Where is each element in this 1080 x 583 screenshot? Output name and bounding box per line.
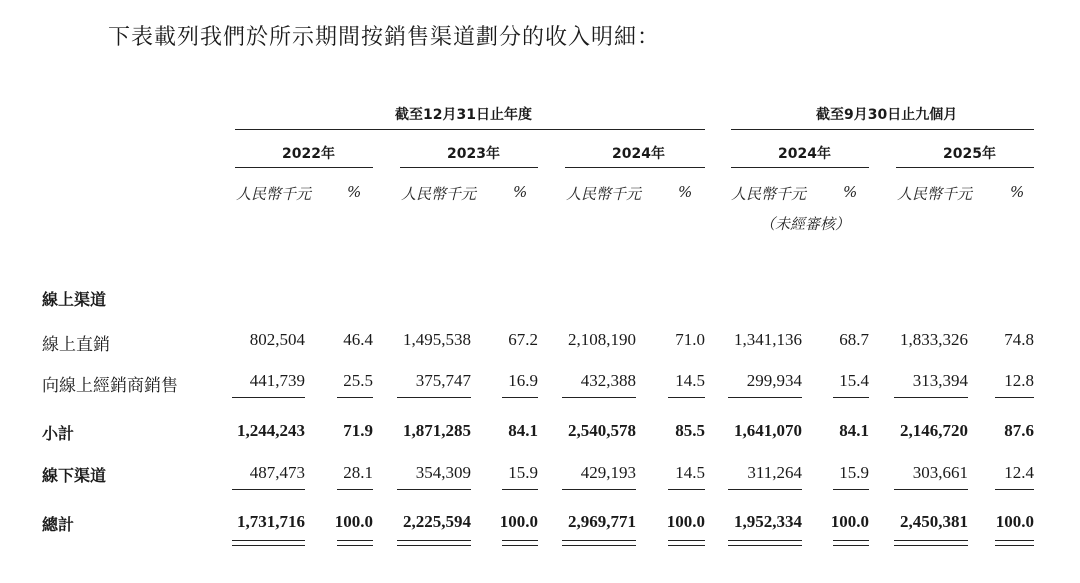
table-cell: 311,264 — [747, 463, 802, 482]
unit-label: 人民幣千元 — [731, 185, 807, 203]
total-double-rule-bottom — [728, 545, 802, 546]
row-label-offline-channel: 線下渠道 — [42, 466, 107, 485]
total-double-rule-bottom — [995, 545, 1034, 546]
table-cell: 100.0 — [830, 512, 869, 531]
table-cell: 14.5 — [675, 463, 705, 482]
table-cell: 2,450,381 — [900, 512, 968, 531]
table-cell: 429,193 — [580, 463, 636, 482]
table-cell: 14.5 — [675, 371, 705, 390]
group-header-nine-months: 截至9月30日止九個月 — [816, 107, 958, 123]
intro-text: 下表載列我們於所示期間按銷售渠道劃分的收入明細： — [108, 25, 661, 50]
table-cell: 84.1 — [839, 421, 869, 440]
offline-rule — [562, 489, 636, 490]
table-cell: 354,309 — [415, 463, 471, 482]
table-cell: 1,641,070 — [734, 421, 802, 440]
period-rule — [565, 167, 705, 168]
subtotal-rule — [232, 397, 305, 398]
period-rule — [896, 167, 1034, 168]
total-double-rule-bottom — [668, 545, 705, 546]
row-label-subtotal: 小計 — [42, 424, 75, 443]
total-double-rule-bottom — [562, 545, 636, 546]
total-double-rule-top — [833, 540, 869, 541]
subtotal-rule — [502, 397, 538, 398]
total-double-rule-top — [337, 540, 373, 541]
table-cell: 15.9 — [839, 463, 869, 482]
table-cell: 432,388 — [580, 371, 636, 390]
pct-label: % — [347, 183, 362, 201]
table-cell: 487,473 — [249, 463, 305, 482]
table-cell: 1,731,716 — [237, 512, 305, 531]
unit-label: 人民幣千元 — [566, 185, 642, 203]
row-label-online-distributors: 向線上經銷商銷售 — [42, 376, 178, 396]
table-cell: 2,969,771 — [568, 512, 636, 531]
offline-rule — [337, 489, 373, 490]
offline-rule — [833, 489, 869, 490]
period-2025-9m: 2025年 — [943, 146, 996, 162]
table-cell: 2,225,594 — [403, 512, 471, 531]
offline-rule — [502, 489, 538, 490]
total-double-rule-bottom — [833, 545, 869, 546]
period-rule — [731, 167, 869, 168]
pct-label: % — [843, 183, 858, 201]
table-cell: 12.4 — [1004, 463, 1034, 482]
total-double-rule-top — [894, 540, 968, 541]
table-cell: 100.0 — [666, 512, 705, 531]
table-cell: 15.4 — [839, 371, 869, 390]
total-double-rule-bottom — [894, 545, 968, 546]
table-cell: 28.1 — [343, 463, 373, 482]
table-cell: 100.0 — [995, 512, 1034, 531]
period-2023: 2023年 — [447, 146, 500, 162]
table-cell: 71.0 — [675, 330, 705, 349]
subtotal-rule — [995, 397, 1034, 398]
period-2024-9m: 2024年 — [778, 146, 831, 162]
table-cell: 74.8 — [1004, 330, 1034, 349]
total-double-rule-top — [728, 540, 802, 541]
row-label-online-channel: 線上渠道 — [42, 290, 107, 309]
table-cell: 87.6 — [1004, 421, 1034, 440]
pct-label: % — [678, 183, 693, 201]
offline-rule — [894, 489, 968, 490]
total-double-rule-bottom — [232, 545, 305, 546]
offline-rule — [397, 489, 471, 490]
table-cell: 2,108,190 — [568, 330, 636, 349]
subtotal-rule — [833, 397, 869, 398]
table-cell: 2,146,720 — [900, 421, 968, 440]
period-2024-fy: 2024年 — [612, 146, 665, 162]
table-cell: 25.5 — [343, 371, 373, 390]
total-double-rule-bottom — [502, 545, 538, 546]
row-label-online-direct: 線上直銷 — [42, 335, 110, 355]
table-cell: 375,747 — [415, 371, 471, 390]
table-cell: 85.5 — [675, 421, 705, 440]
table-cell: 16.9 — [508, 371, 538, 390]
group-rule-fiscal-year — [235, 129, 705, 130]
table-cell: 1,952,334 — [734, 512, 802, 531]
total-double-rule-bottom — [337, 545, 373, 546]
table-cell: 1,833,326 — [900, 330, 968, 349]
group-rule-nine-months — [731, 129, 1034, 130]
pct-label: % — [1010, 183, 1025, 201]
table-cell: 303,661 — [912, 463, 968, 482]
table-cell: 1,244,243 — [237, 421, 305, 440]
subtotal-rule — [562, 397, 636, 398]
table-cell: 1,871,285 — [403, 421, 471, 440]
offline-rule — [728, 489, 802, 490]
subtotal-rule — [728, 397, 802, 398]
table-cell: 313,394 — [912, 371, 968, 390]
total-double-rule-top — [562, 540, 636, 541]
table-cell: 100.0 — [499, 512, 538, 531]
offline-rule — [995, 489, 1034, 490]
period-2022: 2022年 — [282, 146, 335, 162]
table-cell: 100.0 — [334, 512, 373, 531]
table-cell: 1,495,538 — [403, 330, 471, 349]
table-cell: 46.4 — [343, 330, 373, 349]
total-double-rule-top — [397, 540, 471, 541]
total-double-rule-top — [668, 540, 705, 541]
group-header-fiscal-year: 截至12月31日止年度 — [395, 107, 532, 123]
period-rule — [400, 167, 538, 168]
table-cell: 441,739 — [249, 371, 305, 390]
table-cell: 84.1 — [508, 421, 538, 440]
table-cell: 299,934 — [746, 371, 802, 390]
total-double-rule-top — [502, 540, 538, 541]
unit-label: 人民幣千元 — [236, 185, 312, 203]
row-label-total: 總計 — [42, 515, 75, 534]
table-cell: 71.9 — [343, 421, 373, 440]
subtotal-rule — [397, 397, 471, 398]
total-double-rule-top — [995, 540, 1034, 541]
pct-label: % — [513, 183, 528, 201]
unit-label: 人民幣千元 — [401, 185, 477, 203]
table-cell: 802,504 — [249, 330, 305, 349]
subtotal-rule — [337, 397, 373, 398]
unit-label: 人民幣千元 — [897, 185, 973, 203]
table-cell: 15.9 — [508, 463, 538, 482]
unaudited-note: （未經審核） — [760, 215, 851, 233]
table-cell: 1,341,136 — [734, 330, 802, 349]
subtotal-rule — [668, 397, 705, 398]
table-cell: 68.7 — [839, 330, 869, 349]
table-cell: 12.8 — [1004, 371, 1034, 390]
total-double-rule-top — [232, 540, 305, 541]
offline-rule — [232, 489, 305, 490]
period-rule — [235, 167, 373, 168]
table-cell: 67.2 — [508, 330, 538, 349]
table-cell: 2,540,578 — [568, 421, 636, 440]
total-double-rule-bottom — [397, 545, 471, 546]
offline-rule — [668, 489, 705, 490]
subtotal-rule — [894, 397, 968, 398]
